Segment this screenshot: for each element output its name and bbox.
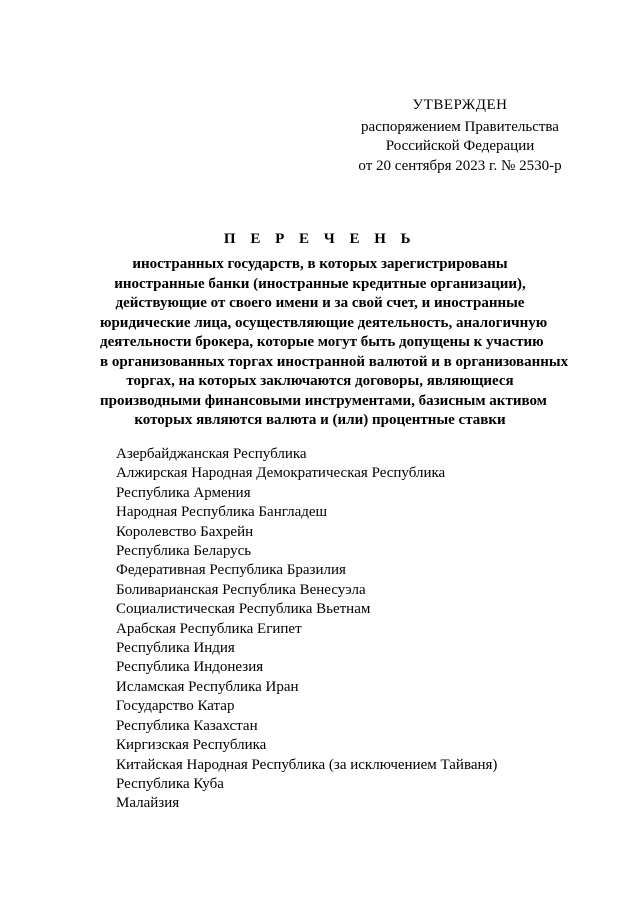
approval-line: от 20 сентября 2023 г. № 2530-р: [358, 157, 562, 174]
subtitle-line: в организованных торгах иностранной валютой и в организованных: [100, 353, 569, 370]
country-list: [116, 445, 616, 814]
country-item: Исламская Республика Иран: [116, 678, 299, 695]
document-subtitle: [100, 255, 569, 431]
country-item: Арабская Республика Египет: [116, 620, 302, 637]
subtitle-line: торгах, на которых заключаются договоры, являющиеся: [126, 373, 514, 389]
country-item: Республика Казахстан: [116, 717, 258, 734]
country-item: Государство Катар: [116, 698, 235, 715]
country-item: Алжирская Народная Демократическая Республика: [116, 465, 446, 482]
subtitle-line: иностранных государств, в которых зарегистрированы: [132, 256, 508, 272]
country-item: Республика Индонезия: [116, 659, 264, 676]
country-item: Республика Беларусь: [116, 543, 252, 560]
country-item: Китайская Народная Республика (за исключением Тайваня): [116, 756, 498, 773]
subtitle-line: которых являются валюта и (или) процентные ставки: [134, 412, 506, 428]
subtitle-line: юридические лица, осуществляющие деятельность, аналогичную: [100, 314, 548, 331]
approval-line: распоряжением Правительства: [361, 118, 559, 135]
country-item: Республика Индия: [116, 640, 235, 657]
approval-title: УТВЕРЖДЕН: [412, 97, 508, 113]
country-item: Федеративная Республика Бразилия: [116, 562, 346, 579]
country-item: Республика Армения: [116, 484, 251, 501]
approval-block: [330, 96, 590, 176]
approval-line: Российской Федерации: [385, 138, 535, 154]
document-title: П Е Р Е Ч Е Н Ь: [223, 231, 417, 247]
subtitle-line: производными финансовыми инструментами, базисным активом: [100, 392, 547, 409]
country-item: Малайзия: [116, 795, 180, 812]
country-item: Республика Куба: [116, 775, 224, 792]
country-item: Социалистическая Республика Вьетнам: [116, 601, 371, 618]
subtitle-line: действующие от своего имени и за свой счет, и иностранные: [115, 295, 525, 311]
subtitle-line: иностранные банки (иностранные кредитные организации),: [114, 275, 526, 292]
country-item: Азербайджанская Республика: [116, 446, 307, 462]
country-item: Боливарианская Республика Венесуэла: [116, 581, 366, 598]
country-item: Киргизская Республика: [116, 737, 267, 754]
country-item: Королевство Бахрейн: [116, 523, 254, 540]
subtitle-line: деятельности брокера, которые могут быть допущены к участию: [100, 334, 544, 350]
country-item: Народная Республика Бангладеш: [116, 504, 328, 521]
